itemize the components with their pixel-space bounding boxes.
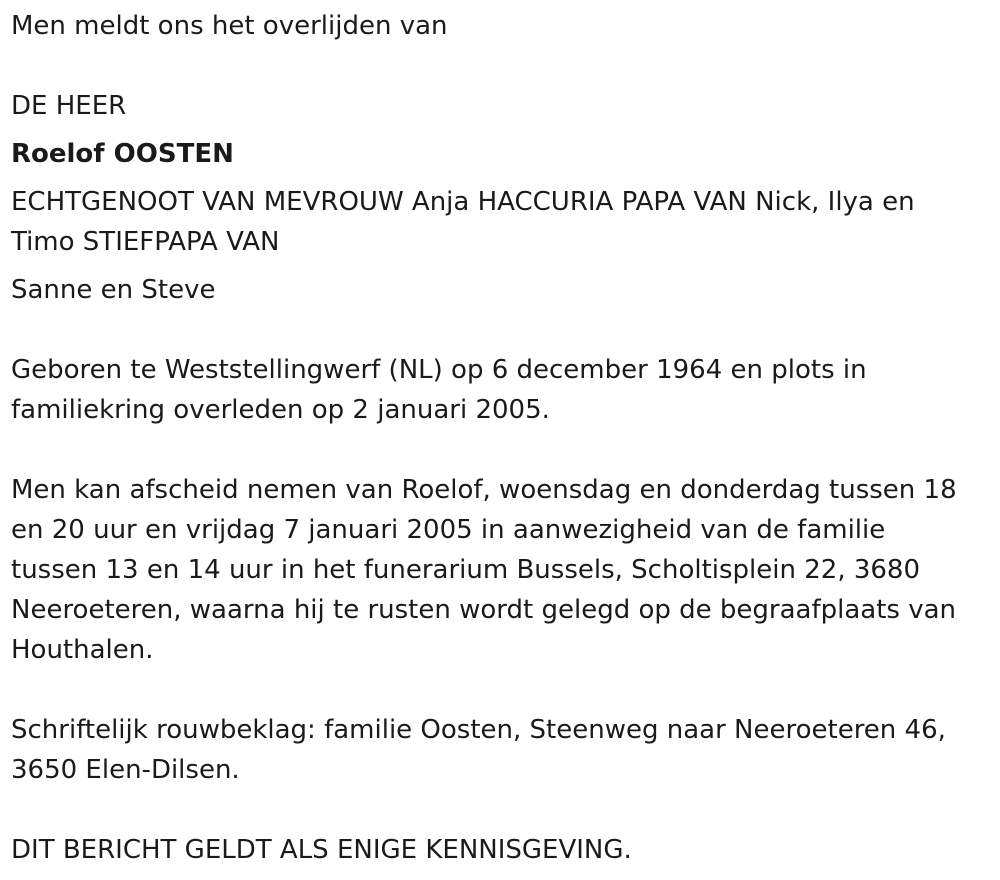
notice-text: DIT BERICHT GELDT ALS ENIGE KENNISGEVING. [11, 835, 632, 865]
intro-text: Men meldt ons het overlijden van [11, 11, 448, 41]
birth-line-1: Geboren te Weststellingwerf (NL) op 6 december 1964 en plots in [11, 355, 867, 385]
deceased-name: Roelof OOSTEN [11, 139, 234, 169]
farewell-line-5: Houthalen. [11, 635, 154, 665]
condolence-line-1: Schriftelijk rouwbeklag: familie Oosten, Steenweg naar Neeroeteren 46, [11, 715, 946, 745]
farewell-line-4: Neeroeteren, waarna hij te rusten wordt gelegd op de begraafplaats van [11, 595, 957, 625]
relations-line-1: ECHTGENOOT VAN MEVROUW Anja HACCURIA PAPA VAN Nick, Ilya en [11, 187, 915, 217]
relations-line-2: Timo STIEFPAPA VAN [11, 227, 280, 257]
birth-line-2: familiekring overleden op 2 januari 2005. [11, 395, 550, 425]
farewell-line-3: tussen 13 en 14 uur in het funerarium Bussels, Scholtisplein 22, 3680 [11, 555, 921, 585]
farewell-line-2: en 20 uur en vrijdag 7 januari 2005 in aanwezigheid van de familie [11, 515, 886, 545]
farewell-line-1: Men kan afscheid nemen van Roelof, woensdag en donderdag tussen 18 [11, 475, 957, 505]
relations-line-3: Sanne en Steve [11, 275, 216, 305]
condolence-line-2: 3650 Elen-Dilsen. [11, 755, 240, 785]
honorific: DE HEER [11, 91, 127, 121]
